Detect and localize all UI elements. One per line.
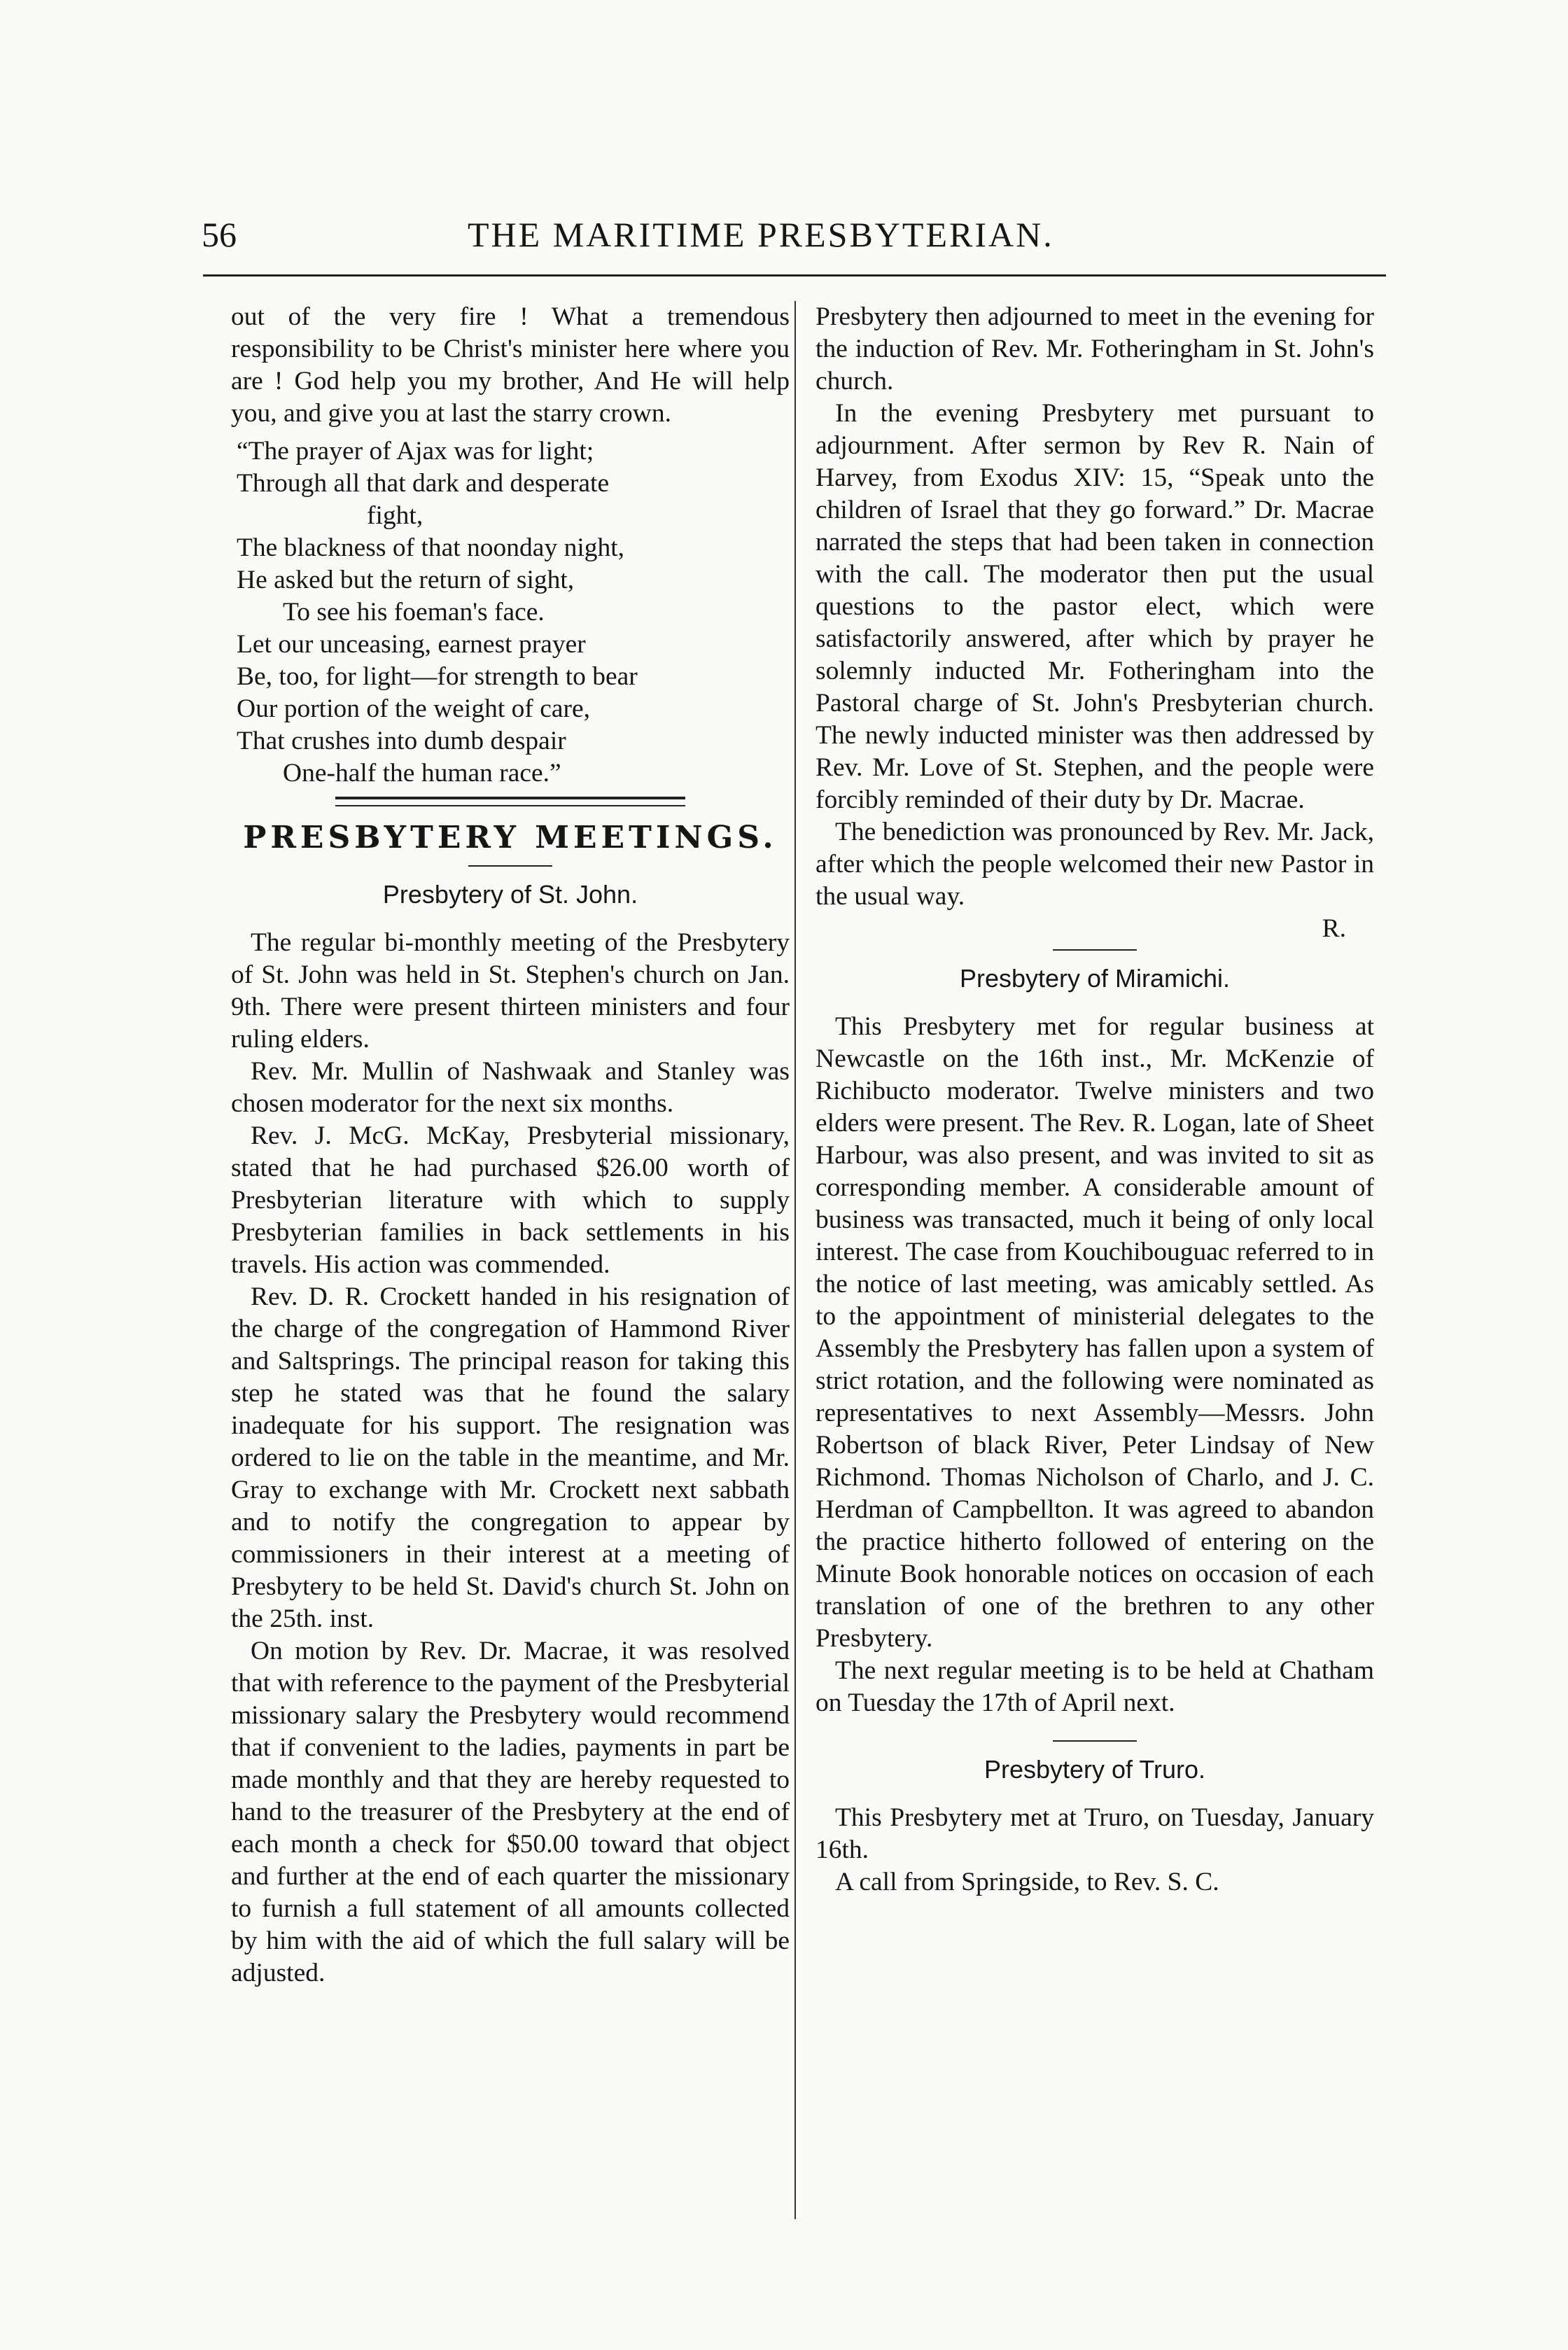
poem — [231, 435, 790, 790]
sub-heading-st-john: Presbytery of St. John. — [382, 880, 638, 909]
poem-line: The blackness of that noonday night, — [237, 533, 625, 562]
paragraph: This Presbytery met at Truro, on Tuesday, January 16th. — [816, 1803, 1374, 1864]
poem-line: fight, — [367, 501, 424, 530]
opening-paragraph: out of the very fire ! What a tremendous responsibility to be Christ's minister here where you are ! God help you my brother, And He will help you, and give you at last the starry crown. — [231, 302, 790, 428]
poem-line: He asked but the return of sight, — [237, 566, 575, 594]
page-header — [202, 210, 1385, 266]
poem-line: Let our unceasing, earnest prayer — [237, 630, 586, 659]
section-title: PRESBYTERY MEETINGS. — [243, 820, 778, 855]
paragraph: The regular bi-monthly meeting of the Presbytery of St. John was held in St. Stephen's church on Jan. 9th. There were present thirteen ministers and four ruling elders. — [231, 928, 790, 1054]
left-column — [231, 301, 790, 1989]
paragraph: The next regular meeting is to be held at Chatham on Tuesday the 17th of April next. — [816, 1656, 1374, 1717]
poem-line: “The prayer of Ajax was for light; — [237, 437, 594, 466]
poem-line: Through all that dark and desperate — [237, 469, 610, 498]
poem-line: Be, too, for light—for strength to bear — [237, 662, 638, 691]
header-rule — [203, 274, 1386, 277]
short-rule — [1053, 1740, 1137, 1742]
paragraph: A call from Springside, to Rev. S. C. — [835, 1868, 1219, 1896]
page-number: 56 — [202, 215, 237, 254]
short-rule — [1053, 949, 1137, 951]
short-rule — [468, 865, 552, 867]
paragraph: The benediction was pronounced by Rev. Mr. Jack, after which the people welcomed their new Pastor in the usual way. — [816, 818, 1374, 911]
poem-line: One-half the human race.” — [283, 759, 561, 788]
poem-line: That crushes into dumb despair — [237, 727, 566, 755]
column-divider — [794, 301, 796, 2219]
poem-line: To see his foeman's face. — [283, 598, 545, 627]
paragraph: In the evening Presbytery met pursuant to adjournment. After sermon by Rev R. Nain of Harvey, from Exodus XIV: 15, “Speak unto the children of Israel that they go forward.” Dr. Macrae narrated the steps that had been taken in connection with the call. The moderator then put the usual questions to the pastor elect, which were satisfactorily answered, after which by prayer he solemnly inducted Mr. Fotheringham into the Pastoral charge of St. John's Presbyterian church. The newly inducted minister was then addressed by Rev. Mr. Love of St. Stephen, and the people were forcibly reminded of their duty by Dr. Macrae. — [816, 399, 1374, 814]
sub-heading-truro: Presbytery of Truro. — [983, 1755, 1206, 1784]
signature: R. — [1322, 914, 1346, 943]
sub-heading-miramichi: Presbytery of Miramichi. — [959, 964, 1231, 993]
paragraph: Rev. D. R. Crockett handed in his resignation of the charge of the congregation of Hammond River and Saltsprings. The principal reason for taking this step he stated was that he found the salary inadequate for his support. The resignation was ordered to lie on the table in the meantime, and Mr. Gray to exchange with Mr. Crockett next sabbath and to notify the congregation to appear by commissioners in their interest at a meeting of Presbytery to be held St. David's church St. John on the 25th. inst. — [231, 1282, 790, 1633]
paragraph: Rev. J. McG. McKay, Presbyterial missionary, stated that he had purchased $26.00 worth of Presbyterian literature with which to supply Presbyterian families in back settlements in his travels. His action was commended. — [231, 1121, 790, 1279]
right-column — [816, 301, 1374, 1898]
paragraph: Rev. Mr. Mullin of Nashwaak and Stanley was chosen moderator for the next six months. — [231, 1057, 790, 1118]
section-rule — [335, 797, 685, 806]
running-title: THE MARITIME PRESBYTERIAN. — [468, 215, 1054, 254]
paragraph: This Presbytery met for regular business at Newcastle on the 16th inst., Mr. McKenzie of Richibucto moderator. Twelve ministers and two elders were present. The Rev. R. Logan, late of Sheet Harbour, was also present, and was invited to sit as corresponding member. A considerable amount of business was transacted, much it being of only local interest. The case from Kouchibouguac referred to in the notice of last meeting, was amicably settled. As to the appointment of ministerial delegates to the Assembly the Presbytery has fallen upon a system of strict rotation, and the following were nominated as representatives to next Assembly—Messrs. John Robertson of black River, Peter Lindsay of New Richmond. Thomas Nicholson of Charlo, and J. C. Herdman of Campbellton. It was agreed to abandon the practice hitherto followed of entering on the Minute Book honorable notices on occasion of each translation of one of the brethren to any other Presbytery. — [816, 1012, 1374, 1653]
paragraph: On motion by Rev. Dr. Macrae, it was resolved that with reference to the payment of the Presbyterial missionary salary the Presbytery would recommend that if convenient to the ladies, payments in part be made monthly and that they are hereby requested to hand to the treasurer of the Presbytery at the end of each month a check for $50.00 toward that object and further at the end of each quarter the missionary to furnish a full statement of all amounts collected by him with the aid of which the full salary will be adjusted. — [231, 1637, 790, 1987]
poem-line: Our portion of the weight of care, — [237, 694, 591, 723]
paragraph: Presbytery then adjourned to meet in the evening for the induction of Rev. Mr. Fotheringham in St. John's church. — [816, 302, 1374, 396]
